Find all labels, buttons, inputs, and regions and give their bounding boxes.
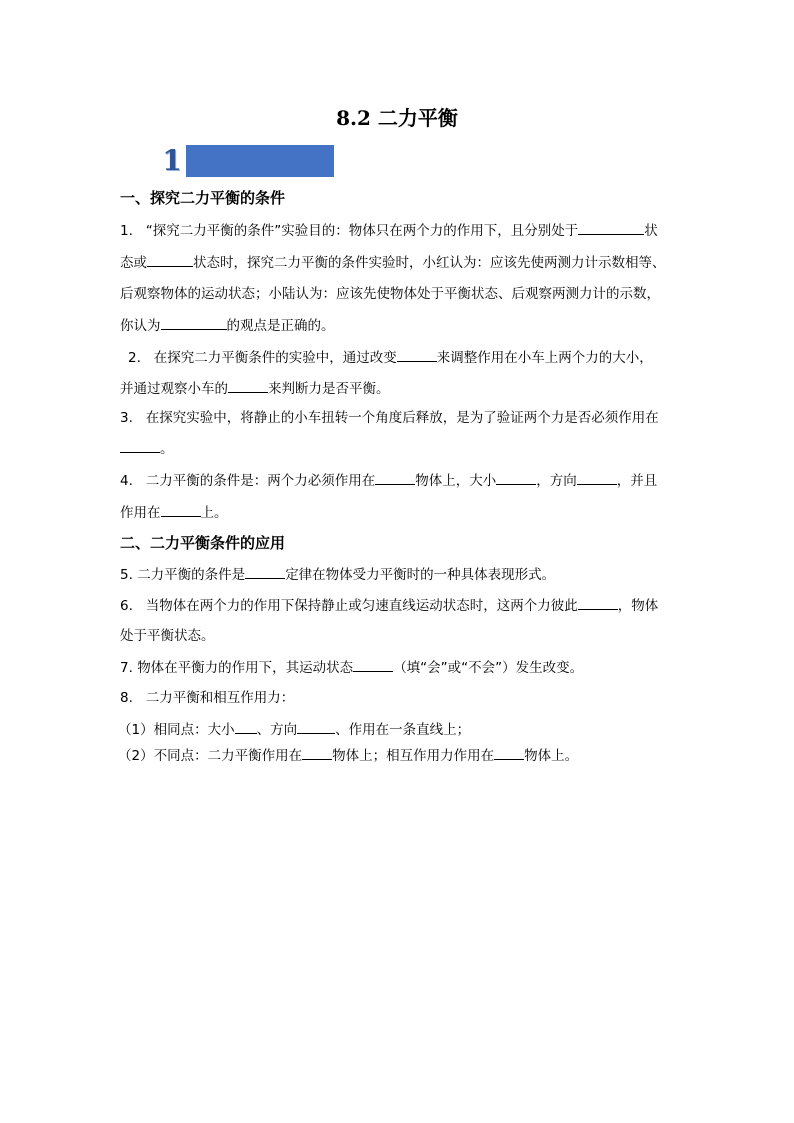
answer-blank[interactable] <box>245 564 285 579</box>
question-number: 6. <box>120 598 133 614</box>
question-2-line-1: 2. 在探究二力平衡条件的实验中，通过改变 来调整作用在小车上两个力的大小， <box>128 347 653 368</box>
banner-bar <box>186 145 334 177</box>
page-title: 8.2 二力平衡 <box>336 106 458 130</box>
question-number: 7. <box>120 660 133 676</box>
question-8-sub-2: （2）不同点：二力平衡作用在 物体上；相互作用力作用在 物体上。 <box>118 745 578 766</box>
question-3-line-2: 。 <box>120 438 174 459</box>
question-7-line-1: 7. 物体在平衡力的作用下，其运动状态 （填“会”或“不会”）发生改变。 <box>120 657 583 678</box>
question-3-line-1: 3. 在探究实验中，将静止的小车扭转一个角度后释放，是为了验证两个力是否必须作用在 <box>120 410 659 426</box>
answer-blank[interactable] <box>161 315 227 330</box>
section-banner <box>162 145 334 177</box>
question-number: 1. <box>120 223 133 239</box>
question-number: 2. <box>128 350 141 366</box>
answer-blank[interactable] <box>375 470 415 485</box>
answer-blank[interactable] <box>235 719 257 734</box>
answer-blank[interactable] <box>353 657 393 672</box>
answer-blank[interactable] <box>496 470 536 485</box>
answer-blank[interactable] <box>577 470 617 485</box>
answer-blank[interactable] <box>578 220 644 235</box>
question-1-line-2: 态或 状态时，探究二力平衡的条件实验时，小红认为：应该先使两测力计示数相等、 <box>120 252 666 273</box>
question-number: 3. <box>120 410 133 426</box>
question-number: 5. <box>120 567 133 583</box>
answer-blank[interactable] <box>397 347 437 362</box>
answer-blank[interactable] <box>578 595 618 610</box>
question-6-line-1: 6. 当物体在两个力的作用下保持静止或匀速直线运动状态时，这两个力彼此 ，物体 <box>120 595 658 616</box>
question-4-line-1: 4. 二力平衡的条件是：两个力必须作用在 物体上，大小 ，方向 ，并且 <box>120 470 657 491</box>
section-1-heading: 一、探究二力平衡的条件 <box>120 189 286 207</box>
banner-number: 1 <box>162 144 182 177</box>
section-2-heading: 二、二力平衡条件的应用 <box>120 534 286 552</box>
answer-blank[interactable] <box>147 252 193 267</box>
answer-blank[interactable] <box>120 438 160 453</box>
answer-blank[interactable] <box>494 745 524 760</box>
question-number: 8. <box>120 690 133 706</box>
question-1-line-3: 后观察物体的运动状态；小陆认为：应该先使物体处于平衡状态、后观察两测力计的示数， <box>120 286 660 302</box>
question-2-line-2: 并通过观察小车的 来判断力是否平衡。 <box>120 378 390 399</box>
question-8-line-1: 8. 二力平衡和相互作用力： <box>120 690 295 706</box>
answer-blank[interactable] <box>302 745 332 760</box>
answer-blank[interactable] <box>161 502 201 517</box>
question-4-line-2: 作用在 上。 <box>120 502 228 523</box>
question-5-line-1: 5. 二力平衡的条件是 定律在物体受力平衡时的一种具体表现形式。 <box>120 564 555 585</box>
answer-blank[interactable] <box>228 378 268 393</box>
question-1-line-4: 你认为 的观点是正确的。 <box>120 315 335 336</box>
question-number: 4. <box>120 473 133 489</box>
question-1-line-1: 1. “探究二力平衡的条件”实验目的：物体只在两个力的作用下，且分别处于 状 <box>120 220 658 241</box>
question-6-line-2: 处于平衡状态。 <box>120 628 215 644</box>
answer-blank[interactable] <box>297 719 335 734</box>
question-8-sub-1: （1）相同点：大小 、方向 、作用在一条直线上； <box>118 719 470 740</box>
